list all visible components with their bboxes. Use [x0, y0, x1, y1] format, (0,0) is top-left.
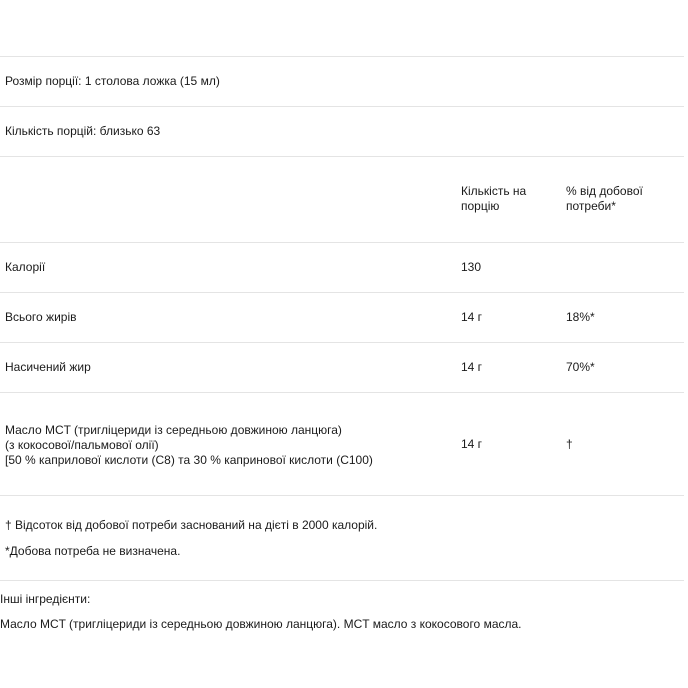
nutrient-name: Всього жирів — [5, 310, 77, 324]
divider — [0, 292, 684, 293]
nutrient-name: Насичений жир — [5, 360, 91, 374]
divider — [0, 392, 684, 393]
servings-per-container: Кількість порцій: близько 63 — [5, 124, 161, 138]
nutrient-amount: 14 г — [461, 437, 483, 451]
nutrient-amount: 14 г — [461, 310, 483, 324]
divider — [0, 156, 684, 157]
divider — [0, 495, 684, 496]
other-ingredients-heading: Інші інгредієнти: — [0, 592, 91, 606]
daily-value-header: % від добової потреби* — [566, 184, 643, 213]
nutrient-amount: 14 г — [461, 360, 483, 374]
other-ingredients-text: Масло MCT (тригліцериди із середньою довжиною ланцюга). MCT масло з кокосового масла. — [0, 617, 522, 631]
divider — [0, 106, 684, 107]
amount-per-serving-header: Кількість на порцію — [461, 184, 527, 213]
serving-size: Розмір порції: 1 столова ложка (15 мл) — [5, 74, 220, 88]
footnote-asterisk: *Добова потреба не визначена. — [5, 544, 181, 558]
divider — [0, 242, 684, 243]
nutrient-name: Калорії — [5, 260, 46, 274]
nutrient-amount: 130 — [461, 260, 482, 274]
nutrient-name: Масло MCT (тригліцериди із середньою довжиною ланцюга) (з кокосової/пальмової олії) [50 % каприлової кислоти (C8) та 30 % капринової кислоти (C100) — [5, 423, 373, 467]
divider — [0, 580, 684, 581]
nutrient-daily-value: † — [566, 437, 573, 451]
divider — [0, 56, 684, 57]
footnote-dagger: † Відсоток від добової потреби заснований на дієті в 2000 калорій. — [5, 518, 378, 532]
nutrient-daily-value: 70%* — [566, 360, 595, 374]
nutrient-daily-value: 18%* — [566, 310, 595, 324]
divider — [0, 342, 684, 343]
